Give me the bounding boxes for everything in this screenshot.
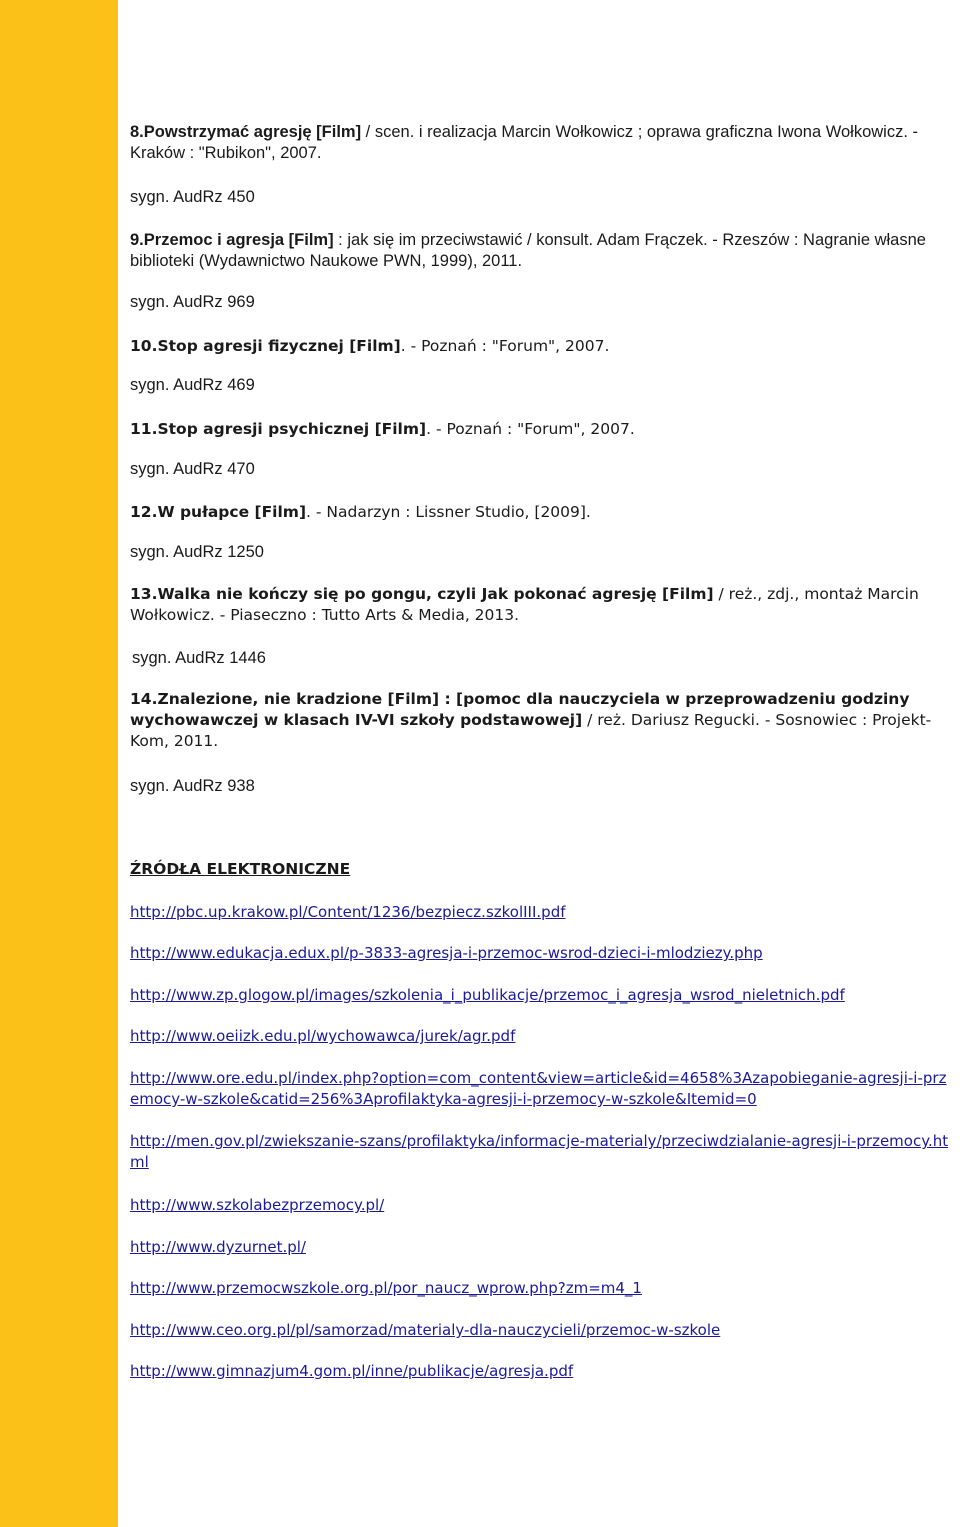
entry-details: / scen. i realizacja Marcin Wołkowicz ; oprawa graficzna Iwona Wołkowicz. - Kraków : "Rubikon", 2007.	[130, 123, 919, 162]
entry-title: Przemoc i agresja [Film]	[143, 231, 334, 249]
decorative-side-stripe	[0, 0, 118, 1527]
source-link[interactable]: http://www.dyzurnet.pl/	[130, 1238, 306, 1256]
call-number: sygn. AudRz 1250	[130, 543, 264, 561]
entry-title: Walka nie kończy się po gongu, czyli Jak pokonać agresję [Film]	[157, 585, 714, 603]
entry-title: Stop agresji fizycznej [Film]	[157, 337, 401, 355]
source-link[interactable]: http://www.edukacja.edux.pl/p-3833-agresja-i-przemoc-wsrod-dzieci-i-mlodziezy.php	[130, 944, 763, 962]
source-link[interactable]: http://www.szkolabezprzemocy.pl/	[130, 1196, 385, 1214]
source-link[interactable]: http://men.gov.pl/zwiekszanie-szans/profilaktyka/informacje-materialy/przeciwdzialanie-agresji-i-przemocy.html	[130, 1132, 949, 1171]
entry-details: / reż., zdj., montaż Marcin Wołkowicz. - Piaseczno : Tutto Arts & Media, 2013.	[130, 585, 919, 624]
bibliography-entry-13	[130, 584, 955, 626]
entry-details: . - Poznań : "Forum", 2007.	[426, 420, 635, 438]
entry-number: 14.	[130, 690, 158, 708]
entry-number: 8.	[130, 123, 144, 141]
section-heading: ŹRÓDŁA ELEKTRONICZNE	[130, 860, 351, 878]
source-link[interactable]: http://www.ceo.org.pl/pl/samorzad/materialy-dla-nauczycieli/przemoc-w-szkole	[130, 1321, 721, 1339]
entry-number: 9.	[130, 231, 144, 249]
entry-number: 10.	[130, 337, 158, 355]
call-number: sygn. AudRz 938	[130, 777, 255, 795]
call-number: sygn. AudRz 469	[130, 376, 255, 394]
entry-details: : jak się im przeciwstawić / konsult. Adam Frączek. - Rzeszów : Nagranie własne biblioteki (Wydawnictwo Naukowe PWN, 1999), 2011.	[130, 231, 926, 270]
bibliography-entry-9	[130, 230, 955, 272]
call-number: sygn. AudRz 969	[130, 293, 255, 311]
entry-title: Stop agresji psychicznej [Film]	[157, 420, 427, 438]
source-link[interactable]: http://pbc.up.krakow.pl/Content/1236/bezpiecz.szkolIII.pdf	[130, 903, 566, 921]
source-link[interactable]: http://www.ore.edu.pl/index.php?option=com_content&view=article&id=4658%3Azapobieganie-agresji-i-przemocy-w-szkole&catid=256%3Aprofilaktyka-agresji-i-przemocy-w-szkole&Itemid=0	[130, 1069, 947, 1108]
call-number: sygn. AudRz 450	[130, 188, 255, 206]
bibliography-entry-11	[130, 419, 955, 440]
source-link[interactable]: http://www.oeiizk.edu.pl/wychowawca/jurek/agr.pdf	[130, 1027, 516, 1045]
call-number: sygn. AudRz 470	[130, 460, 255, 478]
entry-details: . - Poznań : "Forum", 2007.	[400, 337, 610, 355]
source-link[interactable]: http://www.zp.glogow.pl/images/szkolenia_i_publikacje/przemoc_i_agresja_wsrod_nieletnich.pdf	[130, 986, 845, 1004]
entry-title: Znalezione, nie kradzione [Film] : [pomoc dla nauczyciela w przeprowadzeniu godziny wychowawczej w klasach IV-VI szkoły podstawowej]	[130, 690, 910, 729]
entry-title: W pułapce [Film]	[157, 503, 307, 521]
entry-details: / reż. Dariusz Regucki. - Sosnowiec : Projekt-Kom, 2011.	[130, 711, 932, 750]
call-number: sygn. AudRz 1446	[132, 649, 266, 667]
bibliography-entry-14	[130, 689, 955, 752]
entry-title: Powstrzymać agresję [Film]	[143, 123, 362, 141]
entry-number: 12.	[130, 503, 158, 521]
source-link[interactable]: http://www.gimnazjum4.gom.pl/inne/publikacje/agresja.pdf	[130, 1362, 574, 1380]
source-link[interactable]: http://www.przemocwszkole.org.pl/por_naucz_wprow.php?zm=m4_1	[130, 1279, 642, 1297]
bibliography-entry-10	[130, 336, 955, 357]
bibliography-entry-12	[130, 502, 955, 523]
bibliography-entry-8	[130, 122, 955, 164]
entry-number: 13.	[130, 585, 158, 603]
entry-number: 11.	[130, 420, 158, 438]
entry-details: . - Nadarzyn : Lissner Studio, [2009].	[306, 503, 591, 521]
